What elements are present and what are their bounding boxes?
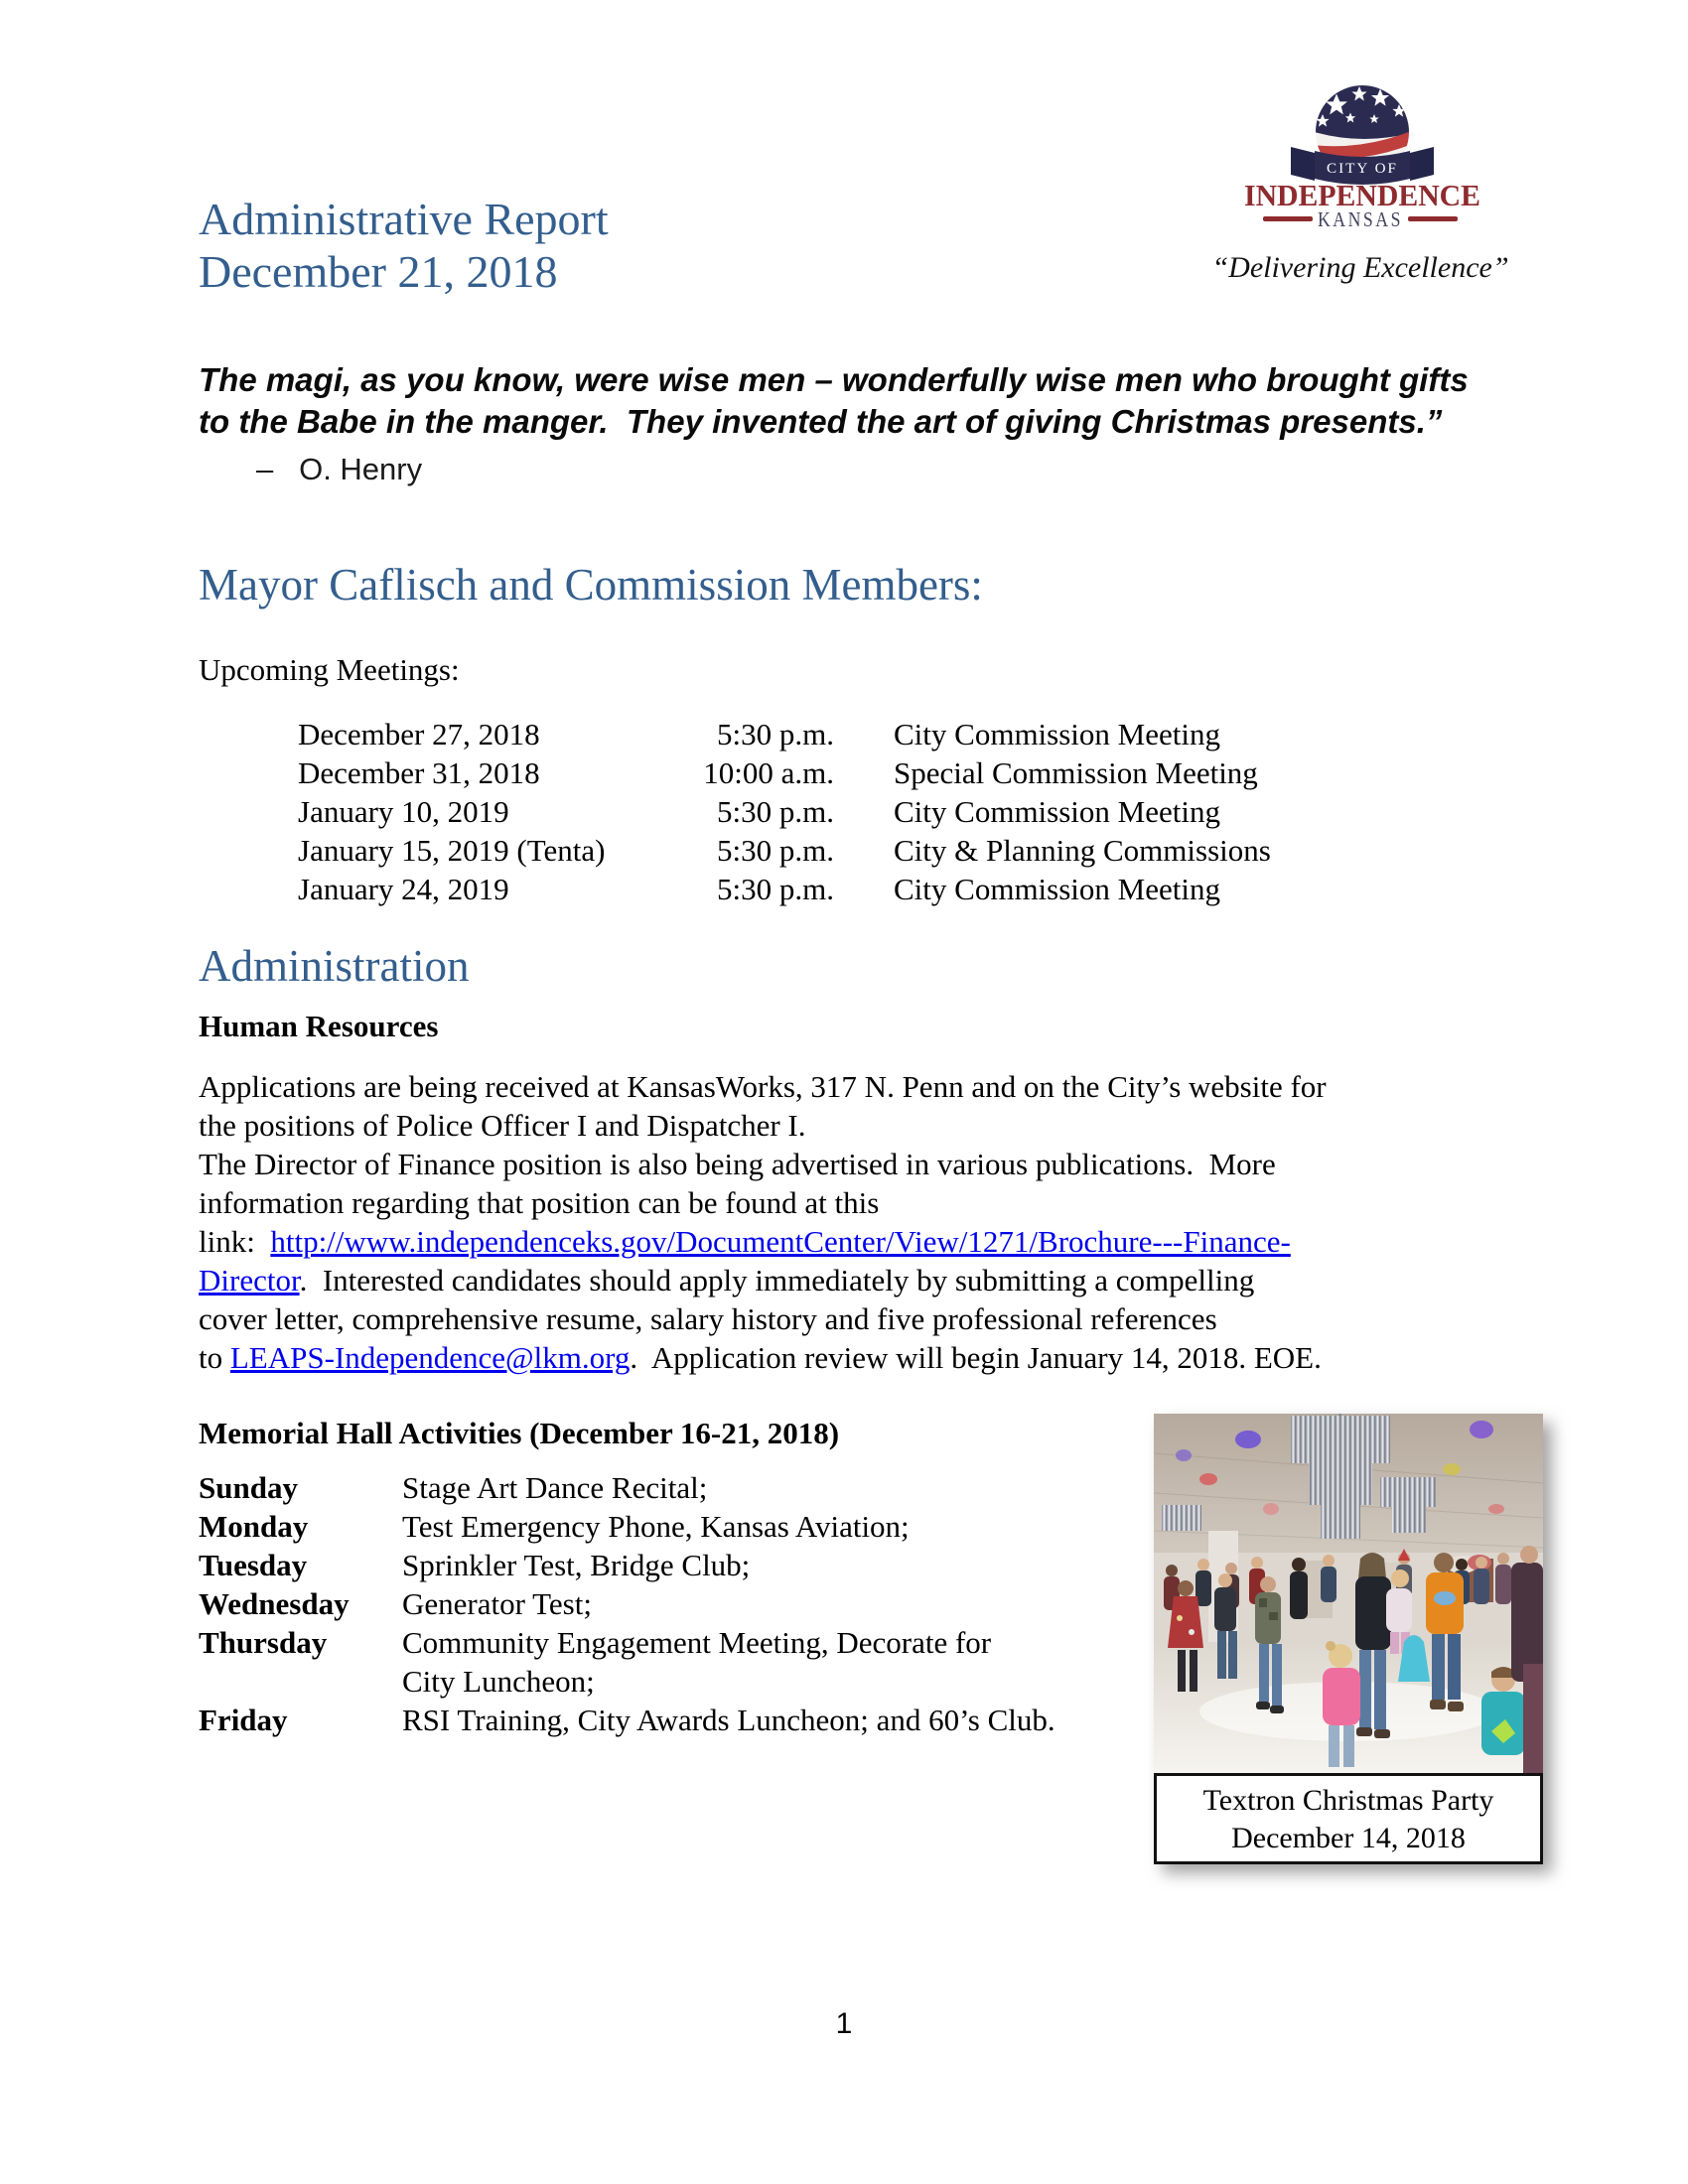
city-flag-seal-icon: [1211, 66, 1509, 244]
logo-city-name: INDEPENDENCE: [1244, 178, 1480, 212]
christmas-party-figure: [1154, 1414, 1543, 1864]
day-label: Wednesday: [199, 1586, 350, 1621]
logo-tagline: “Delivering Excellence”: [1211, 251, 1509, 284]
hr-paragraph: [199, 1067, 1509, 1377]
hr-line: Director. Interested candidates should apply immediately by submitting a compelling: [199, 1263, 1255, 1297]
hr-link-label: link:: [199, 1224, 271, 1259]
hr-line: cover letter, comprehensive resume, salary history and five professional references: [199, 1301, 1217, 1336]
caption-line-2: December 14, 2018: [1231, 1822, 1466, 1854]
leaps-email-link[interactable]: LEAPS-Independence@lkm.org: [229, 1340, 631, 1375]
meeting-date: January 24, 2019: [298, 872, 509, 906]
page-number: 1: [835, 2007, 853, 2040]
finance-brochure-link[interactable]: http://www.independenceks.gov/DocumentCenter/View/1271/Brochure---Finance-: [270, 1224, 1291, 1259]
logo-state-name: KANSAS: [1318, 207, 1403, 231]
meeting-row: [298, 870, 1271, 908]
hr-line: The Director of Finance position is also being advertised in various publications. More: [199, 1147, 1276, 1181]
day-activity: Stage Art Dance Recital;: [402, 1470, 708, 1505]
hr-line: [199, 1222, 1509, 1261]
meeting-date: December 31, 2018: [298, 755, 540, 790]
photo-caption: [1154, 1773, 1543, 1864]
meeting-date: January 10, 2019: [298, 794, 509, 829]
opening-quote: [199, 359, 1469, 443]
day-row: [199, 1507, 1055, 1546]
day-label: Friday: [199, 1703, 288, 1737]
meeting-time: 5:30 p.m.: [717, 833, 834, 868]
day-row: [199, 1662, 1055, 1701]
section-heading-administration: Administration: [199, 941, 470, 991]
day-row: [199, 1546, 1055, 1584]
memorial-days-list: [199, 1468, 1055, 1739]
day-activity: Community Engagement Meeting, Decorate for: [402, 1625, 992, 1660]
meeting-row: [298, 792, 1271, 831]
meeting-time: 5:30 p.m.: [717, 717, 834, 751]
memorial-hall-subheading: Memorial Hall Activities (December 16-21, 2018): [199, 1416, 840, 1450]
logo-banner-text: CITY OF: [1327, 161, 1398, 177]
title-line-2: December 21, 2018: [199, 246, 558, 297]
meeting-date: December 27, 2018: [298, 717, 540, 751]
quote-line-2: to the Babe in the manger. They invented the art of giving Christmas presents.”: [199, 403, 1443, 440]
meeting-time: 10:00 a.m.: [703, 755, 834, 790]
section-heading-mayor: Mayor Caflisch and Commission Members:: [199, 560, 983, 610]
christmas-party-photo: [1154, 1414, 1543, 1773]
meeting-name: City & Planning Commissions: [894, 833, 1271, 868]
caption-line-1: Textron Christmas Party: [1202, 1784, 1494, 1817]
hr-subheading: Human Resources: [199, 1009, 439, 1043]
meeting-time: 5:30 p.m.: [717, 794, 834, 829]
day-activity: RSI Training, City Awards Luncheon; and 60’s Club.: [402, 1703, 1055, 1737]
day-activity: City Luncheon;: [402, 1664, 595, 1699]
meeting-row: [298, 715, 1271, 753]
meeting-name: City Commission Meeting: [894, 794, 1220, 829]
day-label: [199, 1662, 402, 1701]
hr-line: the positions of Police Officer I and Dispatcher I.: [199, 1108, 806, 1143]
meeting-row: [298, 753, 1271, 792]
quote-line-1: The magi, as you know, were wise men – wonderfully wise men who brought gifts: [199, 361, 1469, 398]
day-row: [199, 1701, 1055, 1739]
page-title: [199, 193, 609, 298]
finance-brochure-link-continued[interactable]: Director: [199, 1263, 300, 1297]
hr-line: Applications are being received at KansasWorks, 317 N. Penn and on the City’s website for: [199, 1069, 1327, 1104]
upcoming-meetings-label: Upcoming Meetings:: [199, 652, 460, 687]
day-activity: Test Emergency Phone, Kansas Aviation;: [402, 1509, 910, 1544]
meetings-table: [298, 715, 1271, 908]
day-activity: Sprinkler Test, Bridge Club;: [402, 1548, 751, 1582]
day-row: [199, 1623, 1055, 1662]
day-activity: Generator Test;: [402, 1586, 592, 1621]
day-label: Tuesday: [199, 1548, 308, 1582]
day-label: Thursday: [199, 1625, 328, 1660]
meeting-date: January 15, 2019 (Tenta): [298, 833, 606, 868]
hr-line: information regarding that position can be found at this: [199, 1185, 880, 1220]
day-label: Monday: [199, 1509, 309, 1544]
meeting-name: City Commission Meeting: [894, 872, 1220, 906]
title-line-1: Administrative Report: [199, 194, 609, 244]
quote-attribution: – O. Henry: [256, 452, 423, 486]
meeting-name: Special Commission Meeting: [894, 755, 1258, 790]
meeting-row: [298, 831, 1271, 870]
day-label: Sunday: [199, 1470, 298, 1505]
city-logo: [1211, 66, 1509, 285]
day-row: [199, 1468, 1055, 1507]
day-row: [199, 1584, 1055, 1623]
hr-line: to LEAPS-Independence@lkm.org. Application review will begin January 14, 2018. EOE.: [199, 1340, 1322, 1375]
meeting-time: 5:30 p.m.: [717, 872, 834, 906]
meeting-name: City Commission Meeting: [894, 717, 1220, 751]
